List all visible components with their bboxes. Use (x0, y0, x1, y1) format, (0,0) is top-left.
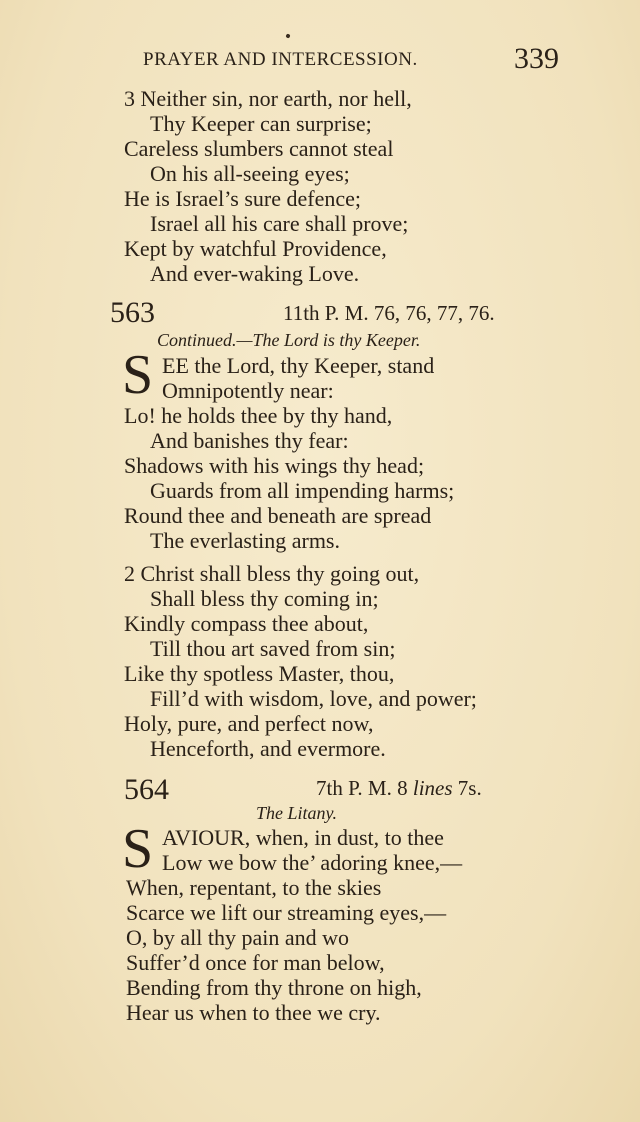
verse-line: Suffer’d once for man below, (126, 950, 385, 975)
verse-line: Round thee and beneath are spread (124, 503, 432, 528)
hymn-number-563: 563 (110, 296, 155, 329)
hymn-subtitle-564: The Litany. (256, 803, 338, 823)
hymn-meter-564 (316, 778, 482, 799)
verse-line: EE the Lord, thy Keeper, stand (162, 353, 435, 378)
verse-line: And banishes thy fear: (150, 428, 349, 453)
verse-line: He is Israel’s sure defence; (124, 186, 362, 211)
verse-line: Shadows with his wings thy head; (124, 453, 425, 478)
verse-line: Kept by watchful Providence, (124, 236, 387, 261)
verse-line: O, by all thy pain and wo (126, 925, 350, 950)
verse-line: Like thy spotless Master, thou, (124, 661, 395, 686)
meter-italic: lines (412, 776, 453, 800)
meter-prefix: 7th P. M. 8 (316, 776, 413, 800)
verse-line: Omnipotently near: (162, 378, 334, 403)
drop-cap: S (122, 818, 154, 880)
verse-line: On his all-seeing eyes; (150, 161, 350, 186)
verse-line: Low we bow the’ adoring knee,— (162, 850, 463, 875)
hymn-number-564: 564 (124, 773, 169, 806)
verse-line: 2 Christ shall bless thy going out, (124, 561, 420, 586)
verse-line: Bending from thy throne on high, (126, 975, 422, 1000)
verse-line: The everlasting arms. (150, 528, 340, 553)
meter-suffix: 7s. (452, 776, 482, 800)
drop-cap: S (122, 344, 154, 406)
verse-line: Henceforth, and evermore. (150, 736, 386, 761)
verse-line: Hear us when to thee we cry. (126, 1000, 381, 1025)
ink-speck (285, 33, 290, 38)
verse-line: Lo! he holds thee by thy hand, (124, 403, 393, 428)
verse-line: Israel all his care shall prove; (150, 211, 409, 236)
verse-line: 3 Neither sin, nor earth, nor hell, (124, 86, 412, 111)
verse-line: Holy, pure, and perfect now, (124, 711, 374, 736)
verse-line: Careless slumbers cannot steal (124, 136, 394, 161)
verse-line: Kindly compass thee about, (124, 611, 369, 636)
verse-line: AVIOUR, when, in dust, to thee (162, 825, 444, 850)
running-header: PRAYER AND INTERCESSION. (143, 49, 418, 70)
hymn-subtitle-563: Continued.—The Lord is thy Keeper. (157, 330, 421, 350)
verse-line: When, repentant, to the skies (126, 875, 382, 900)
verse-line: Till thou art saved from sin; (150, 636, 396, 661)
verse-line: Shall bless thy coming in; (150, 586, 379, 611)
verse-line: Fill’d with wisdom, love, and power; (150, 686, 477, 711)
verse-line: Scarce we lift our streaming eyes,— (126, 900, 447, 925)
hymn-meter-563: 11th P. M. 76, 76, 77, 76. (283, 301, 495, 325)
verse-line: Thy Keeper can surprise; (150, 111, 372, 136)
verse-line: And ever-waking Love. (150, 261, 360, 286)
page-number: 339 (514, 42, 559, 75)
verse-line: Guards from all impending harms; (150, 478, 455, 503)
